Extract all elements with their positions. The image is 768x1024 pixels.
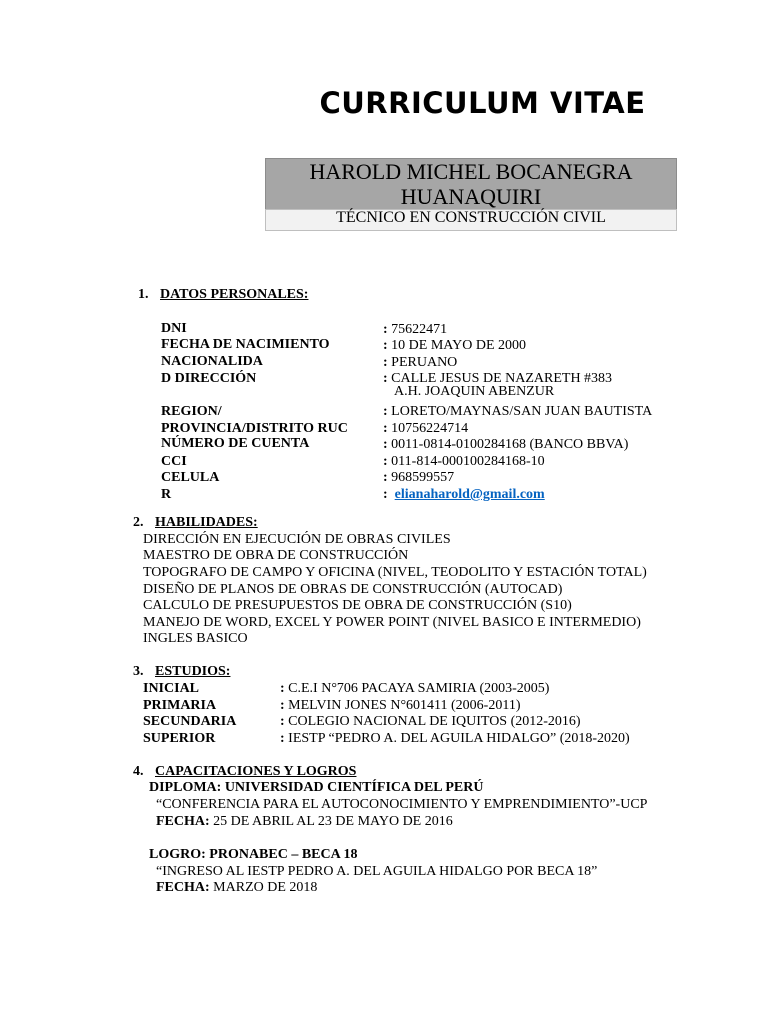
label-email: R — [161, 487, 172, 502]
value-email: : elianaharold@gmail.com — [383, 487, 545, 502]
diploma-heading: DIPLOMA: UNIVERSIDAD CIENTÍFICA DEL PERÚ — [149, 780, 484, 795]
list-item: DIRECCIÓN EN EJECUCIÓN DE OBRAS CIVILES — [143, 532, 451, 547]
value-address-line-2: A.H. JOAQUIN ABENZUR — [394, 384, 555, 399]
list-item: MANEJO DE WORD, EXCEL Y POWER POINT (NIVEL BASICO E INTERMEDIO) — [143, 615, 641, 630]
label-dni: DNI — [161, 321, 187, 336]
label-cellphone: CELULA — [161, 470, 220, 485]
label-nationality: NACIONALIDA — [161, 354, 263, 369]
logro-heading: LOGRO: PRONABEC – BECA 18 — [149, 847, 358, 862]
section-number: 1. — [138, 287, 149, 302]
value-initial: : C.E.I N°706 PACAYA SAMIRIA (2003-2005) — [280, 681, 550, 696]
profession-box — [265, 209, 677, 231]
date-label: FECHA: — [156, 880, 210, 895]
email-link[interactable]: elianaharold@gmail.com — [394, 487, 545, 502]
diploma-date — [156, 814, 453, 830]
value-cci: : 011-814-000100284168-10 — [383, 454, 545, 469]
label-account: NÚMERO DE CUENTA — [161, 436, 310, 451]
name-line-1: HAROLD MICHEL BOCANEGRA — [309, 159, 633, 184]
section-title: ESTUDIOS: — [155, 664, 231, 679]
value-ruc: : 10756224714 — [383, 421, 469, 436]
document-title: CURRICULUM VITAE — [319, 86, 646, 120]
value-primary: : MELVIN JONES N°601411 (2006-2011) — [280, 698, 521, 713]
label-primary: PRIMARIA — [143, 698, 217, 713]
section-training-heading — [133, 764, 356, 780]
list-item: MAESTRO DE OBRA DE CONSTRUCCIÓN — [143, 548, 409, 563]
list-item: DISEÑO DE PLANOS DE OBRAS DE CONSTRUCCIÓN (AUTOCAD) — [143, 582, 563, 597]
list-item: CALCULO DE PRESUPUESTOS DE OBRA DE CONSTRUCCIÓN (S10) — [143, 598, 572, 613]
list-item: TOPOGRAFO DE CAMPO Y OFICINA (NIVEL, TEODOLITO Y ESTACIÓN TOTAL) — [143, 565, 647, 580]
value-secondary: : COLEGIO NACIONAL DE IQUITOS (2012-2016) — [280, 714, 581, 729]
date-label: FECHA: — [156, 814, 210, 829]
label-birthdate: FECHA DE NACIMIENTO — [161, 337, 330, 352]
label-secondary: SECUNDARIA — [143, 714, 237, 729]
label-address: D DIRECCIÓN — [161, 371, 257, 386]
value-region: : LORETO/MAYNAS/SAN JUAN BAUTISTA — [383, 404, 653, 419]
label-superior: SUPERIOR — [143, 731, 216, 746]
value-nationality: : PERUANO — [383, 355, 458, 370]
label-initial: INICIAL — [143, 681, 200, 696]
section-number: 2. — [133, 515, 144, 530]
section-title: CAPACITACIONES Y LOGROS — [155, 764, 357, 779]
section-personal-heading — [138, 287, 308, 303]
profession: TÉCNICO EN CONSTRUCCIÓN CIVIL — [336, 209, 606, 226]
logro-date — [156, 880, 317, 896]
value-address: : CALLE JESUS DE NAZARETH #383 — [383, 371, 613, 386]
section-studies-heading — [133, 664, 230, 680]
value-dni: : 75622471 — [383, 322, 448, 337]
name-line-2: HUANAQUIRI — [400, 184, 542, 209]
value-cellphone: : 968599557 — [383, 470, 455, 485]
label-region: REGION/ — [161, 404, 222, 419]
section-number: 4. — [133, 764, 144, 779]
label-cci: CCI — [161, 454, 187, 469]
name-box — [265, 158, 677, 210]
value-account: : 0011-0814-0100284168 (BANCO BBVA) — [383, 437, 629, 452]
value-birthdate: : 10 DE MAYO DE 2000 — [383, 338, 526, 353]
section-title: HABILIDADES: — [155, 515, 258, 530]
logro-text: “INGRESO AL IESTP PEDRO A. DEL AGUILA HIDALGO POR BECA 18” — [156, 864, 598, 879]
list-item: INGLES BASICO — [143, 631, 248, 646]
date-value: MARZO DE 2018 — [213, 880, 318, 895]
label-ruc: PROVINCIA/DISTRITO RUC — [161, 421, 348, 436]
section-number: 3. — [133, 664, 144, 679]
section-title: DATOS PERSONALES: — [160, 287, 309, 302]
value-superior: : IESTP “PEDRO A. DEL AGUILA HIDALGO” (2018-2020) — [280, 731, 630, 746]
date-value: 25 DE ABRIL AL 23 DE MAYO DE 2016 — [213, 814, 453, 829]
section-skills-heading — [133, 515, 258, 531]
diploma-text: “CONFERENCIA PARA EL AUTOCONOCIMIENTO Y EMPRENDIMIENTO”-UCP — [156, 797, 648, 812]
